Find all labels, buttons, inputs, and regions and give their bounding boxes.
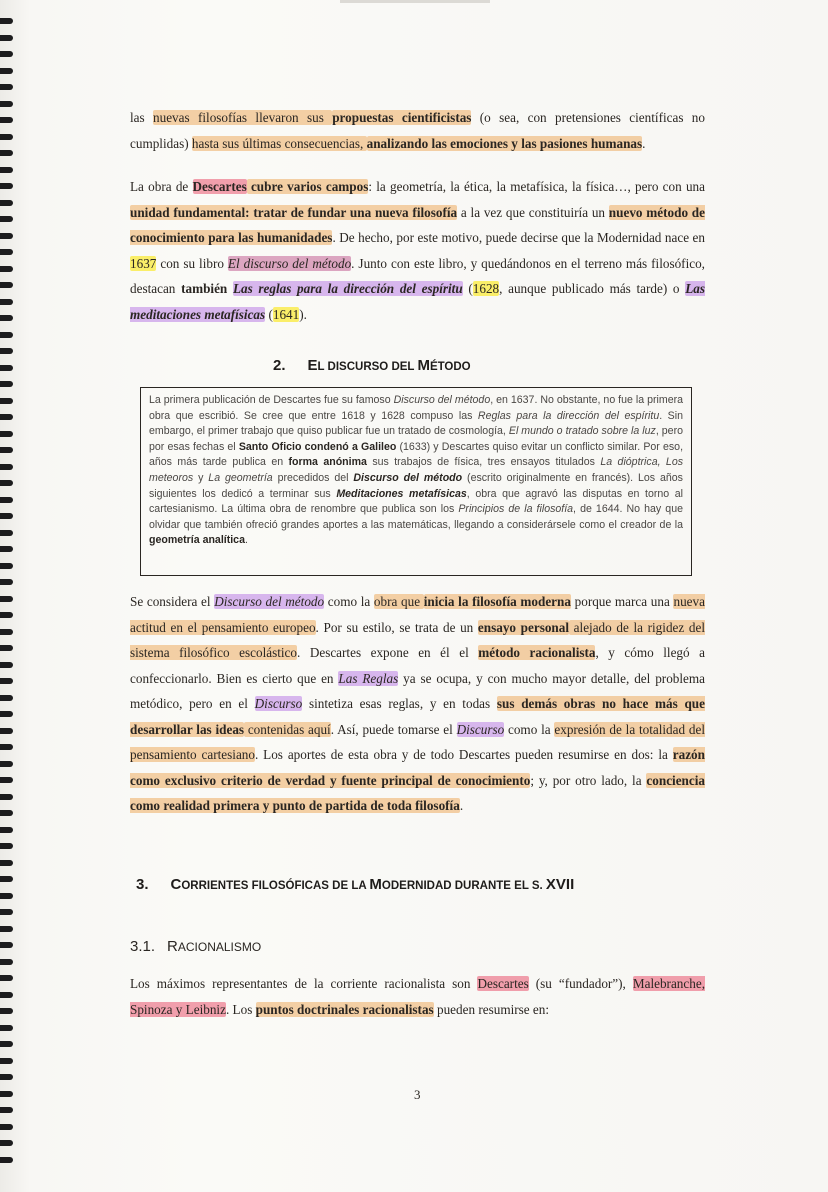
- text: como la: [324, 594, 374, 609]
- highlight: propuestas cientificistas: [332, 110, 472, 125]
- spiral-hole: [0, 1124, 13, 1130]
- spiral-hole: [0, 612, 13, 618]
- text: , en 1637. No obstante, no fue la primera obra que escribió. Se cree que entre 1618 y 1628 compuso las: [149, 394, 684, 422]
- text: Los máximos representantes de la corriente racionalista son: [130, 976, 478, 991]
- spiral-hole: [0, 843, 13, 849]
- text: Reglas para la dirección del espíritu: [477, 409, 660, 422]
- text: . Descartes expone en él el: [297, 645, 479, 660]
- heading-text: C: [170, 876, 182, 893]
- highlight: razón como exclusivo criterio de verdad y fuente principal de conocimiento: [130, 747, 705, 788]
- text: sintetiza esas reglas, y en todas: [302, 696, 497, 711]
- spiral-hole: [0, 926, 13, 932]
- text: pueden resumirse en:: [433, 1001, 550, 1017]
- spiral-hole: [0, 447, 13, 453]
- text: , aunque publicado más tarde) o: [499, 281, 686, 296]
- text: (escrito originalmente en francés). Los años siguientes los dedicó a terminar sus: [149, 471, 683, 500]
- text: geometría analítica: [149, 534, 245, 547]
- spiral-hole: [0, 695, 13, 701]
- text: ya se ocupa, y con mucho mayor detalle, del problema metódico, pero en el: [130, 670, 706, 711]
- spiral-hole: [0, 761, 13, 767]
- text: ).: [299, 306, 307, 322]
- heading-text: ODERNIDAD DURANTE EL S.: [381, 880, 546, 892]
- text: El mundo o tratado sobre la luz: [508, 425, 656, 438]
- spiral-hole: [0, 497, 13, 503]
- highlight: Malebranche, Spinoza y Leibniz: [130, 976, 705, 1017]
- spiral-hole: [0, 1058, 13, 1064]
- spiral-hole: [0, 1025, 13, 1031]
- spiral-hole: [0, 480, 13, 486]
- spiral-hole: [0, 893, 13, 899]
- spiral-hole: [0, 332, 13, 338]
- highlight: 1628: [472, 281, 500, 296]
- spiral-hole: [0, 249, 13, 255]
- section-heading-corrientes: [136, 876, 574, 894]
- highlight: conciencia como realidad primera y punto de partida de toda filosofía: [130, 772, 706, 813]
- text: : la geometría, la ética, la metafísica, la física…, pero con una: [368, 179, 705, 194]
- highlight: unidad fundamental: tratar de fundar una nueva filosofía: [130, 204, 458, 220]
- spiral-hole: [0, 959, 13, 965]
- highlight: 1637: [130, 255, 157, 271]
- heading-text: R: [167, 938, 178, 955]
- text: . De hecho, por este motivo, puede decirse que la Modernidad nace en: [332, 230, 705, 245]
- heading-text: M: [417, 357, 430, 374]
- text: (: [265, 306, 273, 322]
- text: , obra que agravó las disputas en torno al cartesianismo. La última obra de renombre que publica son los: [149, 487, 683, 516]
- spiral-hole: [0, 464, 13, 470]
- highlight: Las reglas para la dirección del espíritu: [232, 281, 463, 296]
- highlight: Discurso del método: [214, 594, 325, 609]
- spiral-hole: [0, 101, 13, 107]
- text: , y cómo llegó a confeccionarlo. Bien es cierto que en: [130, 645, 705, 686]
- spiral-hole: [0, 315, 13, 321]
- heading-text: E: [307, 357, 318, 374]
- spiral-hole: [0, 909, 13, 915]
- text: como la: [504, 721, 555, 737]
- text: también: [181, 281, 228, 296]
- spiral-binding: [0, 18, 16, 1178]
- racionalismo-paragraph: [130, 971, 705, 1022]
- text: Discurso del método: [353, 471, 463, 484]
- spiral-hole: [0, 992, 13, 998]
- text: Discurso del método: [393, 394, 491, 406]
- text: (su “fundador”),: [528, 976, 633, 991]
- spiral-hole: [0, 381, 13, 387]
- spiral-hole: [0, 1008, 13, 1014]
- spiral-hole: [0, 183, 13, 189]
- text: . Los aportes de esta obra y de todo Descartes pueden resumirse en dos: la: [254, 747, 673, 762]
- text: . Los: [225, 1001, 256, 1017]
- spiral-hole: [0, 728, 13, 734]
- text: . Sin embargo, el primer trabajo que quiso publicar fue un tratado de cosmología,: [149, 409, 683, 438]
- heading-text: ORRIENTES FILOSÓFICAS DE LA: [181, 880, 370, 892]
- highlight: nuevas filosofías llevaron sus: [153, 110, 333, 125]
- spiral-hole: [0, 827, 13, 833]
- spiral-hole: [0, 1157, 13, 1163]
- text: y: [193, 471, 209, 484]
- heading-text: ACIONALISMO: [177, 940, 262, 954]
- descartes-work-paragraph: [130, 174, 705, 327]
- highlight: nuevo método de conocimiento para las humanidades: [130, 204, 705, 245]
- text: Meditaciones metafísicas: [336, 487, 467, 500]
- heading-text: ÉTODO: [429, 361, 471, 373]
- spiral-hole: [0, 1041, 13, 1047]
- text: precedidos del: [272, 471, 354, 484]
- text: La primera publicación de Descartes fue su famoso: [149, 394, 394, 406]
- text: (o sea, con pretensiones científicas no cumplidas): [130, 110, 705, 151]
- spiral-hole: [0, 365, 13, 371]
- spiral-hole: [0, 860, 13, 866]
- spiral-hole: [0, 678, 13, 684]
- spiral-hole: [0, 398, 13, 404]
- highlight: hasta sus últimas consecuencias,: [191, 135, 367, 151]
- spiral-hole: [0, 744, 13, 750]
- highlight: 1641: [272, 306, 300, 322]
- text: .: [459, 798, 464, 813]
- highlight: expresión de la totalidad del pensamiento cartesiano: [130, 721, 705, 762]
- intro-paragraph: [130, 105, 705, 156]
- spiral-hole: [0, 282, 13, 288]
- page-top-shadow: [340, 0, 490, 3]
- text: . Junto con este libro, y quedándonos en el terreno más filosófico, destacan: [130, 255, 705, 296]
- discurso-paragraph: [130, 589, 705, 819]
- spiral-hole: [0, 876, 13, 882]
- spiral-hole: [0, 299, 13, 305]
- spiral-hole: [0, 216, 13, 222]
- spiral-hole: [0, 629, 13, 635]
- spiral-hole: [0, 1107, 13, 1113]
- spiral-hole: [0, 546, 13, 552]
- text: Principios de la filosofía: [458, 503, 574, 516]
- heading-text: M: [369, 876, 382, 893]
- highlight: analizando las emociones y las pasiones humanas: [366, 135, 643, 151]
- text: La geometría: [208, 471, 273, 484]
- spiral-hole: [0, 84, 13, 90]
- highlight: Las Reglas: [338, 670, 399, 686]
- spiral-hole: [0, 431, 13, 437]
- highlight: Descartes: [192, 179, 247, 194]
- highlight: obra que: [373, 594, 424, 609]
- spiral-hole: [0, 596, 13, 602]
- section-number: 2.: [273, 357, 286, 374]
- text: . Por su estilo, se trata de un: [315, 619, 478, 635]
- text: las: [130, 110, 154, 125]
- text: (: [462, 281, 473, 296]
- spiral-hole: [0, 645, 13, 651]
- highlight: nueva actitud en el pensamiento europeo: [130, 594, 705, 635]
- highlight: método racionalista: [478, 645, 596, 660]
- text: La dióptrica, Los meteoros: [149, 456, 684, 484]
- spiral-hole: [0, 794, 13, 800]
- text: Santo Oficio condenó a Galileo: [238, 440, 397, 453]
- text: ; y, por otro lado, la: [530, 772, 647, 788]
- spiral-hole: [0, 150, 13, 156]
- highlight: El discurso del método: [227, 255, 352, 271]
- spiral-hole: [0, 167, 13, 173]
- spiral-hole: [0, 233, 13, 239]
- spiral-hole: [0, 711, 13, 717]
- highlight: sus demás obras no hace más que desarrollar las ideas: [130, 696, 705, 737]
- spiral-hole: [0, 975, 13, 981]
- spiral-hole: [0, 777, 13, 783]
- highlight: ensayo personal: [477, 619, 570, 635]
- spiral-hole: [0, 348, 13, 354]
- highlight: Descartes: [477, 976, 529, 991]
- section-number: 3.: [136, 876, 149, 893]
- highlight: Las meditaciones metafísicas: [130, 281, 705, 322]
- text: forma anónima: [288, 456, 367, 469]
- highlight: alejado de la rigidez del sistema filosófico escolástico: [130, 619, 705, 660]
- text: a la vez que constituiría un: [457, 204, 609, 220]
- spiral-hole: [0, 68, 13, 74]
- text: .: [642, 135, 646, 151]
- page-number: 3: [414, 1087, 421, 1102]
- spiral-hole: [0, 1074, 13, 1080]
- spiral-hole: [0, 1140, 13, 1146]
- highlight: puntos doctrinales racionalistas: [255, 1001, 434, 1017]
- text: .: [244, 534, 248, 547]
- spiral-hole: [0, 810, 13, 816]
- text: con su libro: [156, 255, 228, 271]
- text: . Así, puede tomarse el: [330, 721, 457, 737]
- subsection-heading-racionalismo: [130, 938, 261, 956]
- section-heading-discurso: [273, 357, 471, 375]
- heading-text: L DISCURSO DEL: [317, 361, 418, 373]
- spiral-hole: [0, 563, 13, 569]
- highlight: cubre varios campos: [246, 179, 369, 194]
- highlight: Discurso: [456, 721, 505, 737]
- text: sus trabajos de física, tres ensayos titulados: [366, 456, 601, 469]
- text: , de 1644. No hay que olvidar que también ofreció grandes aportes a las matemáticas, llegando a considerársele como el creador de la: [149, 503, 683, 531]
- spiral-hole: [0, 662, 13, 668]
- text: , pero por esas fechas el: [149, 425, 683, 453]
- text: Se considera el: [130, 594, 215, 609]
- spiral-hole: [0, 134, 13, 140]
- spiral-hole: [0, 200, 13, 206]
- spiral-hole: [0, 530, 13, 536]
- spiral-hole: [0, 1091, 13, 1097]
- spiral-hole: [0, 942, 13, 948]
- spiral-hole: [0, 266, 13, 272]
- spiral-hole: [0, 579, 13, 585]
- text: La obra de: [130, 179, 193, 194]
- spiral-hole: [0, 35, 13, 41]
- spiral-hole: [0, 414, 13, 420]
- text: (1633) y Descartes quiso evitar un conflicto similar. Por eso, años más tarde publica en: [149, 440, 684, 469]
- highlight: contenidas aquí: [244, 721, 331, 737]
- text: porque marca una: [570, 594, 674, 609]
- subsection-number: 3.1.: [130, 938, 156, 955]
- highlight: inicia la filosofía moderna: [423, 594, 571, 609]
- spiral-hole: [0, 51, 13, 57]
- heading-text: XVII: [545, 876, 575, 893]
- spiral-hole: [0, 18, 13, 24]
- spiral-hole: [0, 513, 13, 519]
- info-box: [140, 387, 692, 576]
- highlight: Discurso: [254, 696, 303, 711]
- spiral-hole: [0, 117, 13, 123]
